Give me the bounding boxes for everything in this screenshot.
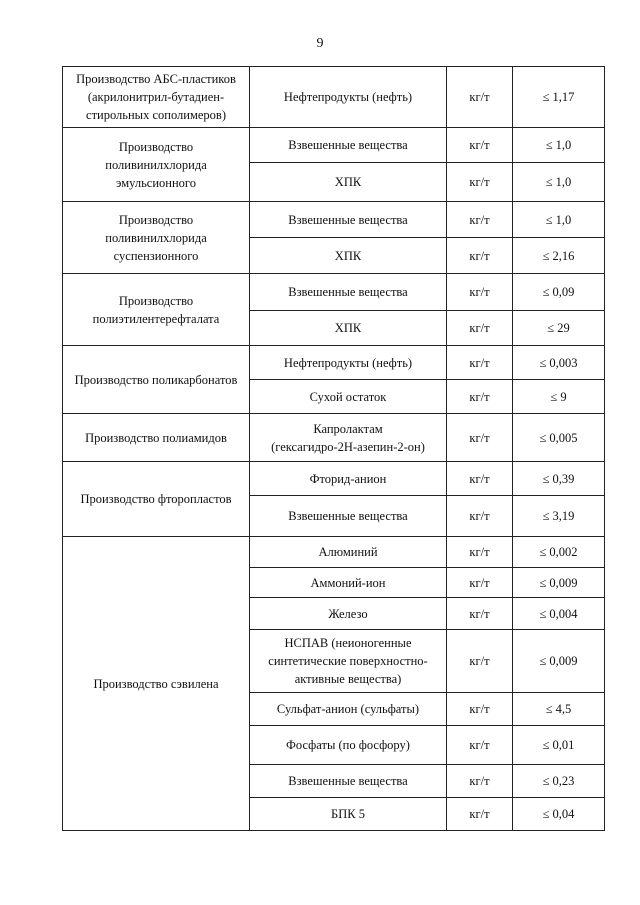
substance-cell: Сухой остаток <box>250 380 447 414</box>
substance-cell: ХПК <box>250 311 447 346</box>
substance-cell: Взвешенные вещества <box>250 496 447 537</box>
value-cell: ≤ 0,009 <box>513 568 605 598</box>
substance-cell: Капролактам (гексагидро-2Н-азепин-2-он) <box>250 414 447 462</box>
substance-cell: Взвешенные вещества <box>250 765 447 798</box>
unit-cell: кг/т <box>447 202 513 238</box>
unit-cell: кг/т <box>447 311 513 346</box>
value-cell: ≤ 0,09 <box>513 274 605 311</box>
value-cell: ≤ 1,0 <box>513 202 605 238</box>
unit-cell: кг/т <box>447 462 513 496</box>
unit-cell: кг/т <box>447 414 513 462</box>
unit-cell: кг/т <box>447 346 513 380</box>
process-cell: Производство фторопластов <box>63 462 250 537</box>
unit-cell: кг/т <box>447 726 513 765</box>
table-row <box>63 202 605 238</box>
value-cell: ≤ 0,003 <box>513 346 605 380</box>
table-body <box>63 67 605 831</box>
value-cell: ≤ 3,19 <box>513 496 605 537</box>
unit-cell: кг/т <box>447 274 513 311</box>
substance-cell: Нефтепродукты (нефть) <box>250 346 447 380</box>
unit-cell: кг/т <box>447 128 513 163</box>
value-cell: ≤ 0,009 <box>513 630 605 693</box>
substance-cell: Фосфаты (по фосфору) <box>250 726 447 765</box>
value-cell: ≤ 0,39 <box>513 462 605 496</box>
substance-cell: Взвешенные вещества <box>250 202 447 238</box>
process-cell: Производство АБС-пластиков (акрилонитрил-бутадиен- стирольных сополимеров) <box>63 67 250 128</box>
substance-cell: БПК 5 <box>250 798 447 831</box>
unit-cell: кг/т <box>447 67 513 128</box>
table-row <box>63 67 605 128</box>
substance-cell: Алюминий <box>250 537 447 568</box>
substance-cell: Нефтепродукты (нефть) <box>250 67 447 128</box>
value-cell: ≤ 1,17 <box>513 67 605 128</box>
unit-cell: кг/т <box>447 798 513 831</box>
process-cell: Производство поливинилхлорида суспензионного <box>63 202 250 274</box>
value-cell: ≤ 0,005 <box>513 414 605 462</box>
process-cell: Производство полиамидов <box>63 414 250 462</box>
value-cell: ≤ 4,5 <box>513 693 605 726</box>
substance-cell: ХПК <box>250 238 447 274</box>
value-cell: ≤ 1,0 <box>513 163 605 202</box>
value-cell: ≤ 0,04 <box>513 798 605 831</box>
table-row <box>63 462 605 496</box>
substance-cell: Фторид-анион <box>250 462 447 496</box>
table-row <box>63 346 605 380</box>
value-cell: ≤ 0,23 <box>513 765 605 798</box>
unit-cell: кг/т <box>447 568 513 598</box>
unit-cell: кг/т <box>447 163 513 202</box>
emission-norms-table <box>62 66 605 831</box>
process-cell: Производство поливинилхлорида эмульсионного <box>63 128 250 202</box>
substance-cell: Железо <box>250 598 447 630</box>
unit-cell: кг/т <box>447 693 513 726</box>
process-cell: Производство полиэтилентерефталата <box>63 274 250 346</box>
substance-cell: Взвешенные вещества <box>250 274 447 311</box>
value-cell: ≤ 0,004 <box>513 598 605 630</box>
page-number: 9 <box>316 36 324 51</box>
substance-cell: ХПК <box>250 163 447 202</box>
unit-cell: кг/т <box>447 630 513 693</box>
substance-cell: Аммоний-ион <box>250 568 447 598</box>
value-cell: ≤ 9 <box>513 380 605 414</box>
value-cell: ≤ 0,002 <box>513 537 605 568</box>
unit-cell: кг/т <box>447 238 513 274</box>
unit-cell: кг/т <box>447 537 513 568</box>
unit-cell: кг/т <box>447 765 513 798</box>
substance-cell: Сульфат-анион (сульфаты) <box>250 693 447 726</box>
substance-cell: НСПАВ (неионогенные синтетические поверхностно- активные вещества) <box>250 630 447 693</box>
process-cell: Производство поликарбонатов <box>63 346 250 414</box>
value-cell: ≤ 2,16 <box>513 238 605 274</box>
table-row <box>63 128 605 163</box>
value-cell: ≤ 29 <box>513 311 605 346</box>
unit-cell: кг/т <box>447 496 513 537</box>
process-cell: Производство сэвилена <box>63 537 250 831</box>
table-row <box>63 414 605 462</box>
value-cell: ≤ 0,01 <box>513 726 605 765</box>
unit-cell: кг/т <box>447 598 513 630</box>
unit-cell: кг/т <box>447 380 513 414</box>
table-row <box>63 537 605 568</box>
substance-cell: Взвешенные вещества <box>250 128 447 163</box>
table-row <box>63 274 605 311</box>
value-cell: ≤ 1,0 <box>513 128 605 163</box>
